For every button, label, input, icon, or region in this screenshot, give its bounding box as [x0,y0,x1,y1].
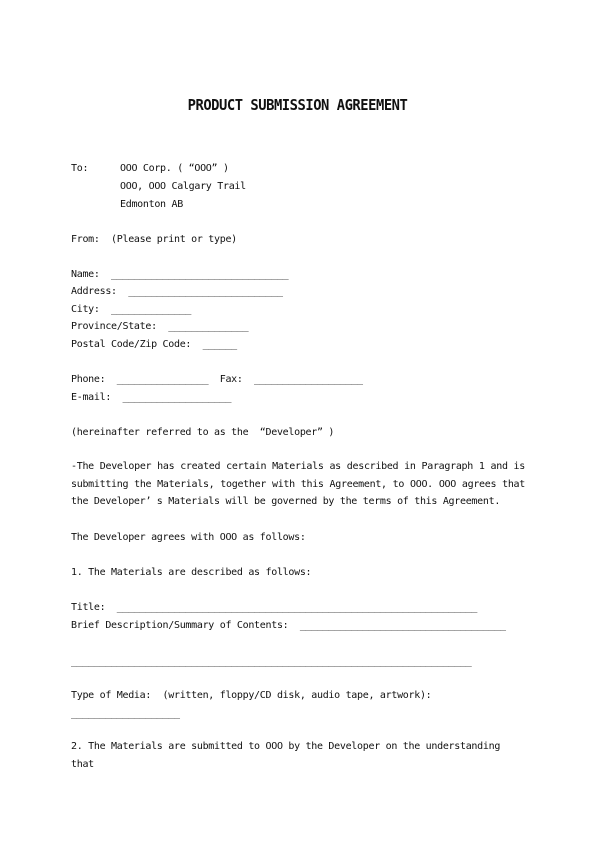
to-line-3: Edmonton AB [120,199,183,210]
to-line-2: OOO, OOO Calgary Trail [120,181,246,192]
agrees-line: The Developer agrees with OOO as follows: [71,532,306,543]
city-field: City: ______________ [71,304,192,315]
name-field: Name: _______________________________ [71,269,289,280]
media-type-blank: ___________________ [71,708,180,719]
to-label: To: [71,163,89,174]
phone-fax-field: Phone: ________________ Fax: ___________________ [71,374,363,385]
intro-paragraph: -The Developer has created certain Materials as described in Paragraph 1 and is submitting the Materials, together with this Agreement, to OOO. OOO agrees that the Developer’ s Materials will be governed by the terms of this Agreement. [71,461,525,507]
long-blank-line: ______________________________________________________________________ [71,656,472,667]
email-field: E-mail: ___________________ [71,392,232,403]
to-line-1: OOO Corp. ( “OOO” ) [120,163,229,174]
document-title: PRODUCT SUBMISSION AGREEMENT [187,96,408,114]
hereinafter-line: (hereinafter referred to as the “Developer” ) [71,427,335,438]
media-type-label: Type of Media: (written, floppy/CD disk, audio tape, artwork): [71,690,432,701]
province-field: Province/State: ______________ [71,321,249,332]
from-line: From: (Please print or type) [71,234,237,245]
title-field: Title: _______________________________________________________________ [71,602,478,613]
brief-description-field: Brief Description/Summary of Contents: ____________________________________ [71,620,506,631]
address-field: Address: ___________________________ [71,286,283,297]
section2-text: 2. The Materials are submitted to OOO by the Developer on the understanding that [71,741,501,770]
postal-field: Postal Code/Zip Code: ______ [71,339,237,350]
section1-heading: 1. The Materials are described as follows: [71,567,312,578]
